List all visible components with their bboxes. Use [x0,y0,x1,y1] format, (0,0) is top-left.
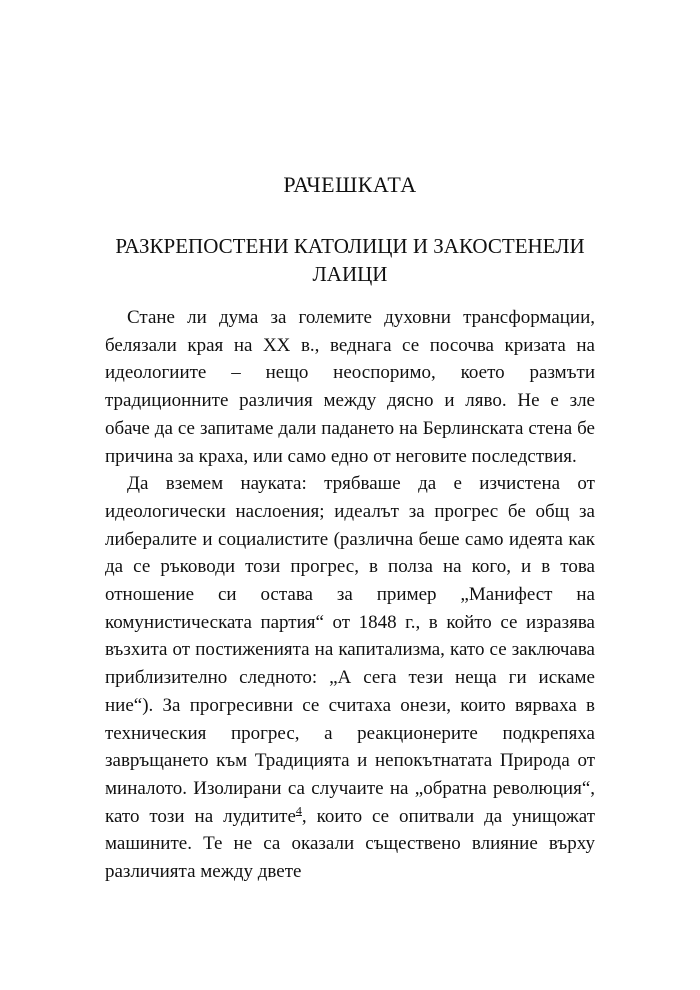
footnote-reference-link[interactable]: 4 [295,803,302,818]
chapter-title: РАЧЕШКАТА [283,172,417,197]
section-title: РАЗКРЕПОСТЕНИ КАТОЛИЦИ И ЗАКОСТЕНЕЛИ ЛАИЦИ [115,234,585,286]
paragraph-2-text-start: Да вземем науката: трябваше да е изчистена от идеологически наслоения; идеалът за прогрес бе общ за либералите и социалистите (различна беше само идеята как да се ръководи този прогрес, в полза на кого, и в това отношение си остава за пример „Манифест на комунистическата партия“ от 1848 г., в който се изразява възхита от постиженията на капитализма, като се заключава приблизително следното: „А сега тези неща ги искаме ние“). За прогресивни се считаха онези, които вярваха в техническия прогрес, а реакционерите подкрепяха завръщането към Традицията и непокътнатата Природа от миналото. Изолирани са случаите на „обратна революция“, като този на лудитите [105,473,595,827]
paragraph-2-text-end: , които се опитвали да унищожат машините. Те не са оказали съществено влияние върху различията между двете [105,805,595,883]
paragraph-1: Стане ли дума за големите духовни трансформации, белязали края на XX в., веднага се посочва кризата на идеологиите – нещо неоспоримо, което размъти традиционните различия между дясно и ляво. Не е зле обаче да се запитаме дали падането на Берлинската стена бе причина за краха, или само едно от неговите последствия. [105,307,595,467]
body-text [105,304,595,886]
paragraph-2 [105,470,595,886]
